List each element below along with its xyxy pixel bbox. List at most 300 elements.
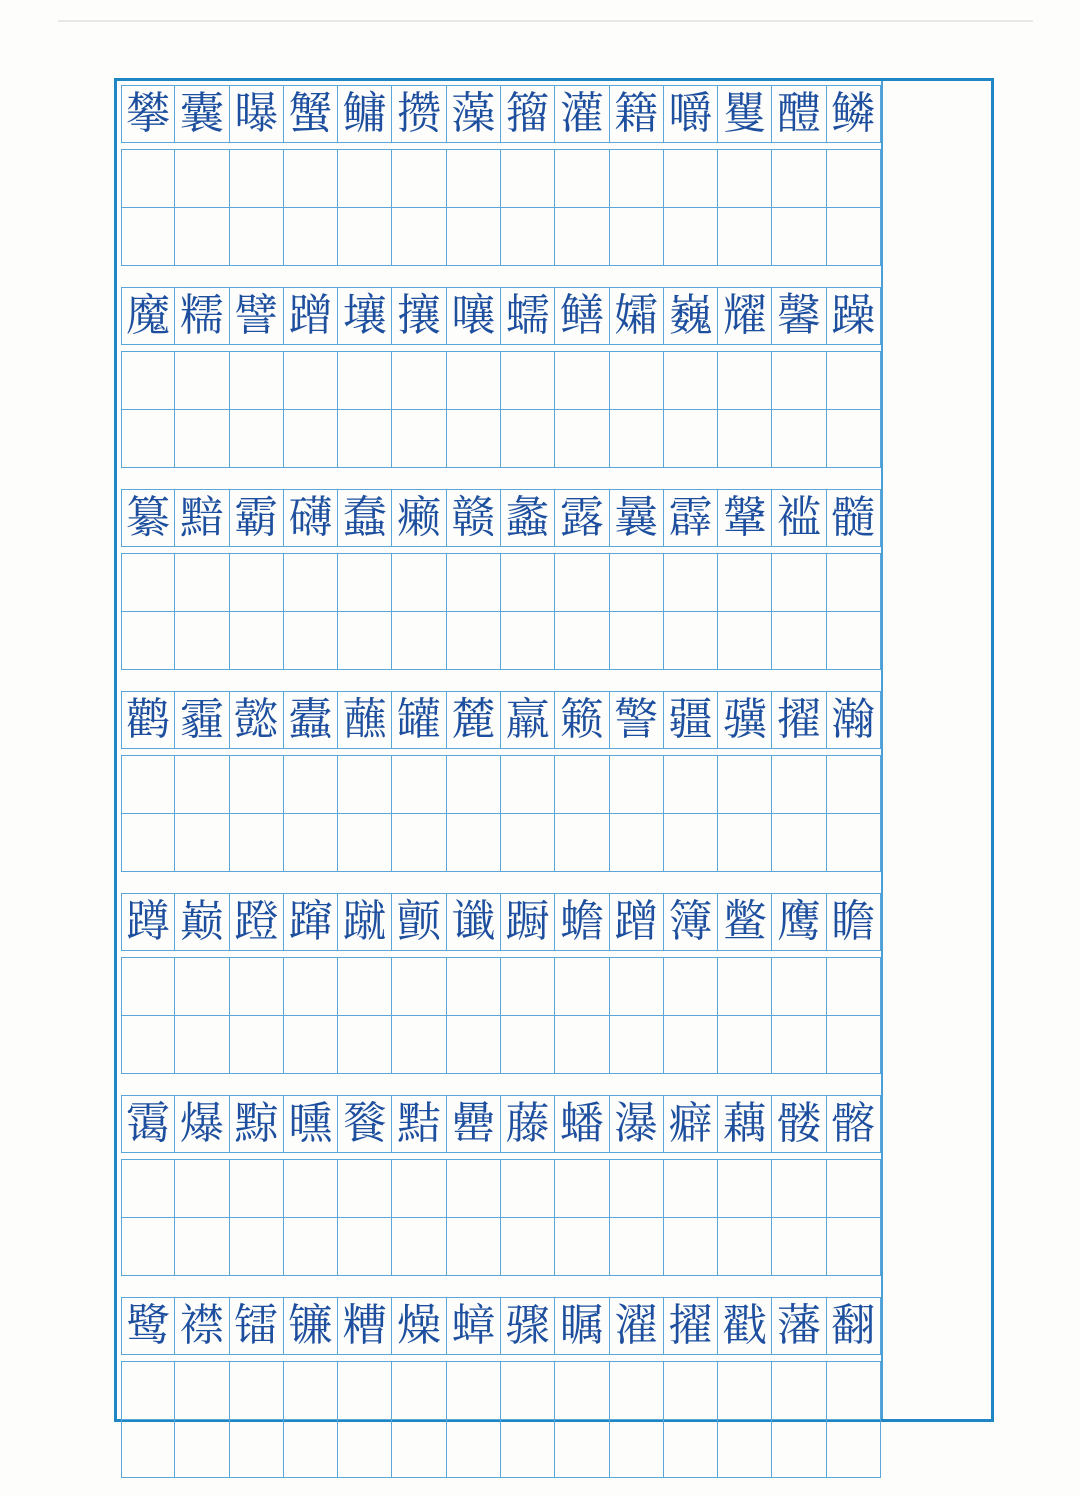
practice-cell[interactable] — [392, 612, 446, 670]
practice-cell[interactable] — [121, 1420, 175, 1478]
practice-cell[interactable] — [827, 756, 881, 814]
practice-cell[interactable] — [664, 612, 718, 670]
practice-cell[interactable] — [175, 410, 229, 468]
practice-cell[interactable] — [447, 814, 501, 872]
practice-cell[interactable] — [555, 1362, 609, 1420]
practice-cell[interactable] — [772, 1362, 826, 1420]
handwritten-character: 蠡 — [505, 492, 550, 543]
practice-cell[interactable] — [772, 150, 826, 208]
practice-cell[interactable] — [230, 814, 284, 872]
practice-cell[interactable] — [175, 554, 229, 612]
character-cell — [772, 287, 826, 345]
handwritten-character: 擢 — [668, 1300, 713, 1351]
practice-cell[interactable] — [501, 208, 555, 266]
practice-cell[interactable] — [175, 1420, 229, 1478]
handwritten-character: 孀 — [614, 290, 659, 341]
practice-cell[interactable] — [121, 1016, 175, 1074]
practice-cell[interactable] — [392, 352, 446, 410]
handwritten-character: 鹳 — [126, 694, 171, 745]
handwritten-character: 褴 — [777, 492, 822, 543]
practice-cell[interactable] — [447, 1016, 501, 1074]
handwritten-character: 蠹 — [288, 694, 333, 745]
handwritten-character: 鹰 — [777, 896, 822, 947]
practice-cell[interactable] — [718, 814, 772, 872]
character-cell — [501, 85, 555, 143]
practice-cell[interactable] — [610, 150, 664, 208]
character-cell — [501, 691, 555, 749]
practice-cell[interactable] — [392, 958, 446, 1016]
character-cell — [447, 1297, 501, 1355]
character-cell — [501, 893, 555, 951]
character-cell — [555, 1297, 609, 1355]
practice-cell[interactable] — [175, 756, 229, 814]
practice-cell[interactable] — [501, 1362, 555, 1420]
character-cell — [284, 691, 338, 749]
character-row — [121, 85, 881, 143]
character-cell — [501, 1095, 555, 1153]
practice-cell[interactable] — [501, 814, 555, 872]
practice-cell[interactable] — [555, 410, 609, 468]
practice-cell[interactable] — [555, 1160, 609, 1218]
practice-cell[interactable] — [610, 612, 664, 670]
handwritten-character: 霹 — [668, 492, 713, 543]
practice-cell[interactable] — [501, 554, 555, 612]
practice-cell[interactable] — [772, 352, 826, 410]
practice-cell[interactable] — [664, 814, 718, 872]
practice-cell[interactable] — [772, 1218, 826, 1276]
practice-cell[interactable] — [555, 150, 609, 208]
character-cell — [664, 489, 718, 547]
practice-cell[interactable] — [772, 612, 826, 670]
practice-cell[interactable] — [175, 1160, 229, 1218]
practice-cell[interactable] — [501, 958, 555, 1016]
practice-cell[interactable] — [230, 150, 284, 208]
practice-cell[interactable] — [392, 1160, 446, 1218]
practice-cell[interactable] — [501, 150, 555, 208]
practice-cell[interactable] — [718, 612, 772, 670]
practice-cell[interactable] — [175, 150, 229, 208]
practice-cell[interactable] — [718, 410, 772, 468]
practice-cell[interactable] — [555, 1218, 609, 1276]
practice-cell[interactable] — [284, 554, 338, 612]
practice-cell[interactable] — [447, 1160, 501, 1218]
practice-cell[interactable] — [230, 612, 284, 670]
practice-cell[interactable] — [664, 150, 718, 208]
handwritten-character: 蟹 — [288, 88, 333, 139]
practice-cell[interactable] — [555, 612, 609, 670]
character-cell — [610, 287, 664, 345]
handwritten-character: 谶 — [451, 896, 496, 947]
character-cell — [827, 1095, 881, 1153]
character-cell — [664, 691, 718, 749]
practice-cell[interactable] — [338, 410, 392, 468]
practice-cell[interactable] — [392, 1016, 446, 1074]
practice-cell[interactable] — [610, 1420, 664, 1478]
row-block — [121, 691, 881, 872]
practice-cell[interactable] — [664, 1218, 718, 1276]
practice-cell[interactable] — [664, 554, 718, 612]
practice-cell[interactable] — [447, 1362, 501, 1420]
practice-row — [121, 814, 881, 872]
practice-cell[interactable] — [338, 1016, 392, 1074]
character-cell — [772, 85, 826, 143]
practice-cell[interactable] — [447, 612, 501, 670]
practice-cell[interactable] — [664, 352, 718, 410]
practice-cell[interactable] — [610, 410, 664, 468]
practice-cell[interactable] — [827, 352, 881, 410]
practice-cell[interactable] — [501, 1420, 555, 1478]
practice-cell[interactable] — [827, 612, 881, 670]
handwritten-character: 籁 — [559, 694, 604, 745]
practice-row — [121, 1218, 881, 1276]
practice-cell[interactable] — [230, 352, 284, 410]
practice-cell[interactable] — [447, 410, 501, 468]
practice-cell[interactable] — [555, 1016, 609, 1074]
practice-cell[interactable] — [392, 1420, 446, 1478]
practice-cell[interactable] — [121, 554, 175, 612]
handwritten-character: 爆 — [179, 1098, 224, 1149]
practice-cell[interactable] — [555, 756, 609, 814]
handwritten-character: 簿 — [668, 896, 713, 947]
practice-cell[interactable] — [718, 1362, 772, 1420]
practice-cell[interactable] — [718, 352, 772, 410]
practice-cell[interactable] — [284, 352, 338, 410]
row-block — [121, 893, 881, 1074]
handwritten-character: 蹭 — [614, 896, 659, 947]
practice-cell[interactable] — [338, 352, 392, 410]
practice-row — [121, 1016, 881, 1074]
handwritten-character: 懿 — [234, 694, 279, 745]
character-cell — [338, 1095, 392, 1153]
practice-cell[interactable] — [772, 410, 826, 468]
character-cell — [827, 893, 881, 951]
handwritten-character: 赣 — [451, 492, 496, 543]
character-cell — [230, 489, 284, 547]
practice-cell[interactable] — [664, 1362, 718, 1420]
practice-cell[interactable] — [338, 554, 392, 612]
practice-cell[interactable] — [664, 1160, 718, 1218]
practice-cell[interactable] — [501, 612, 555, 670]
character-cell — [338, 287, 392, 345]
practice-cell[interactable] — [121, 208, 175, 266]
practice-cell[interactable] — [827, 410, 881, 468]
practice-cell[interactable] — [718, 1160, 772, 1218]
character-cell — [175, 85, 229, 143]
practice-cell[interactable] — [338, 814, 392, 872]
handwritten-character: 壤 — [342, 290, 387, 341]
practice-cell[interactable] — [392, 554, 446, 612]
practice-cell[interactable] — [718, 1420, 772, 1478]
handwritten-character: 髓 — [831, 492, 876, 543]
handwritten-character: 髂 — [831, 1098, 876, 1149]
character-cell — [610, 1095, 664, 1153]
handwritten-character: 骤 — [505, 1300, 550, 1351]
practice-cell[interactable] — [230, 1420, 284, 1478]
practice-cell[interactable] — [610, 1160, 664, 1218]
character-cell — [664, 1095, 718, 1153]
practice-cell[interactable] — [718, 208, 772, 266]
practice-cell[interactable] — [230, 554, 284, 612]
practice-row — [121, 208, 881, 266]
practice-cell[interactable] — [555, 1420, 609, 1478]
practice-row — [121, 1420, 881, 1478]
practice-cell[interactable] — [338, 208, 392, 266]
practice-cell[interactable] — [175, 1218, 229, 1276]
handwritten-character: 蹿 — [288, 896, 333, 947]
practice-cell[interactable] — [338, 150, 392, 208]
practice-cell[interactable] — [121, 1362, 175, 1420]
handwritten-character: 糟 — [342, 1300, 387, 1351]
practice-cell[interactable] — [338, 1420, 392, 1478]
practice-cell[interactable] — [284, 1362, 338, 1420]
practice-cell[interactable] — [338, 1160, 392, 1218]
practice-cell[interactable] — [392, 208, 446, 266]
character-cell — [555, 893, 609, 951]
character-cell — [447, 893, 501, 951]
handwritten-character: 蹭 — [288, 290, 333, 341]
practice-cell[interactable] — [447, 208, 501, 266]
practice-cell[interactable] — [175, 1016, 229, 1074]
practice-row — [121, 553, 881, 612]
practice-cell[interactable] — [772, 208, 826, 266]
practice-cell[interactable] — [230, 410, 284, 468]
character-cell — [555, 489, 609, 547]
practice-cell[interactable] — [392, 1362, 446, 1420]
practice-cell[interactable] — [284, 958, 338, 1016]
practice-cell[interactable] — [121, 756, 175, 814]
practice-cell[interactable] — [121, 1160, 175, 1218]
character-cell — [664, 85, 718, 143]
practice-cell[interactable] — [284, 1160, 338, 1218]
handwritten-character: 醴 — [777, 88, 822, 139]
practice-cell[interactable] — [610, 1362, 664, 1420]
character-cell — [121, 691, 175, 749]
character-cell — [121, 489, 175, 547]
handwritten-character: 囊 — [179, 88, 224, 139]
practice-cell[interactable] — [121, 352, 175, 410]
practice-cell[interactable] — [175, 1362, 229, 1420]
practice-cell[interactable] — [447, 352, 501, 410]
practice-cell[interactable] — [827, 1420, 881, 1478]
practice-cell[interactable] — [610, 814, 664, 872]
practice-cell[interactable] — [664, 1016, 718, 1074]
handwritten-character: 露 — [559, 492, 604, 543]
practice-cell[interactable] — [610, 1016, 664, 1074]
practice-row — [121, 410, 881, 468]
practice-cell[interactable] — [827, 150, 881, 208]
character-cell — [392, 691, 446, 749]
practice-cell[interactable] — [501, 1016, 555, 1074]
practice-cell[interactable] — [230, 1362, 284, 1420]
character-cell — [772, 893, 826, 951]
character-cell — [555, 287, 609, 345]
practice-cell[interactable] — [610, 1218, 664, 1276]
practice-cell[interactable] — [664, 410, 718, 468]
practice-cell[interactable] — [175, 612, 229, 670]
character-cell — [827, 287, 881, 345]
practice-cell[interactable] — [284, 1218, 338, 1276]
handwritten-character: 瀑 — [614, 1098, 659, 1149]
practice-cell[interactable] — [610, 554, 664, 612]
row-block — [121, 1095, 881, 1276]
handwritten-character: 蹰 — [505, 896, 550, 947]
practice-cell[interactable] — [664, 208, 718, 266]
handwritten-character: 蠢 — [342, 492, 387, 543]
practice-cell[interactable] — [555, 814, 609, 872]
handwritten-character: 蟠 — [559, 1098, 604, 1149]
practice-cell[interactable] — [230, 1160, 284, 1218]
practice-cell[interactable] — [447, 150, 501, 208]
practice-cell[interactable] — [447, 756, 501, 814]
row-block — [121, 1297, 881, 1478]
practice-cell[interactable] — [121, 612, 175, 670]
practice-cell[interactable] — [338, 612, 392, 670]
practice-cell[interactable] — [827, 554, 881, 612]
handwritten-character: 癞 — [397, 492, 442, 543]
practice-cell[interactable] — [392, 814, 446, 872]
practice-cell[interactable] — [772, 814, 826, 872]
practice-cell[interactable] — [772, 756, 826, 814]
practice-cell[interactable] — [664, 958, 718, 1016]
practice-cell[interactable] — [175, 814, 229, 872]
practice-cell[interactable] — [555, 958, 609, 1016]
practice-cell[interactable] — [230, 208, 284, 266]
practice-cell[interactable] — [501, 756, 555, 814]
practice-cell[interactable] — [827, 1362, 881, 1420]
handwritten-character: 藤 — [505, 1098, 550, 1149]
practice-cell[interactable] — [610, 208, 664, 266]
practice-cell[interactable] — [664, 756, 718, 814]
practice-cell[interactable] — [230, 958, 284, 1016]
practice-cell[interactable] — [772, 554, 826, 612]
practice-cell[interactable] — [447, 554, 501, 612]
practice-cell[interactable] — [284, 410, 338, 468]
character-cell — [338, 85, 392, 143]
handwritten-character: 麓 — [451, 694, 496, 745]
practice-cell[interactable] — [284, 150, 338, 208]
practice-cell[interactable] — [827, 208, 881, 266]
practice-cell[interactable] — [230, 756, 284, 814]
practice-cell[interactable] — [718, 1016, 772, 1074]
practice-cell[interactable] — [392, 1218, 446, 1276]
practice-cell[interactable] — [338, 1362, 392, 1420]
practice-cell[interactable] — [772, 1420, 826, 1478]
practice-cell[interactable] — [718, 756, 772, 814]
handwritten-character: 藻 — [451, 88, 496, 139]
practice-cell[interactable] — [447, 1420, 501, 1478]
practice-cell[interactable] — [284, 814, 338, 872]
practice-cell[interactable] — [392, 150, 446, 208]
practice-cell[interactable] — [501, 352, 555, 410]
practice-cell[interactable] — [175, 208, 229, 266]
practice-cell[interactable] — [827, 1016, 881, 1074]
character-cell — [610, 691, 664, 749]
practice-cell[interactable] — [284, 208, 338, 266]
practice-cell[interactable] — [175, 352, 229, 410]
handwritten-character: 馨 — [777, 290, 822, 341]
character-cell — [772, 1297, 826, 1355]
practice-cell[interactable] — [175, 958, 229, 1016]
practice-cell[interactable] — [555, 352, 609, 410]
practice-cell[interactable] — [827, 1218, 881, 1276]
handwritten-character: 髅 — [777, 1098, 822, 1149]
practice-cell[interactable] — [447, 1218, 501, 1276]
practice-cell[interactable] — [664, 1420, 718, 1478]
character-cell — [175, 489, 229, 547]
practice-row — [121, 1361, 881, 1420]
handwritten-character: 擢 — [777, 694, 822, 745]
practice-cell[interactable] — [501, 1160, 555, 1218]
practice-cell[interactable] — [121, 814, 175, 872]
practice-cell[interactable] — [284, 756, 338, 814]
practice-cell[interactable] — [284, 1420, 338, 1478]
character-cell — [447, 489, 501, 547]
practice-cell[interactable] — [827, 814, 881, 872]
practice-cell[interactable] — [121, 1218, 175, 1276]
practice-cell[interactable] — [230, 1016, 284, 1074]
practice-cell[interactable] — [284, 612, 338, 670]
character-cell — [284, 1095, 338, 1153]
practice-cell[interactable] — [555, 208, 609, 266]
handwritten-character: 藕 — [722, 1098, 767, 1149]
practice-cell[interactable] — [718, 1218, 772, 1276]
character-cell — [175, 893, 229, 951]
practice-cell[interactable] — [284, 1016, 338, 1074]
practice-cell[interactable] — [121, 410, 175, 468]
practice-cell[interactable] — [610, 756, 664, 814]
character-cell — [501, 489, 555, 547]
practice-cell[interactable] — [772, 958, 826, 1016]
practice-cell[interactable] — [718, 958, 772, 1016]
handwritten-character: 譬 — [234, 290, 279, 341]
row-block — [121, 85, 881, 266]
practice-cell[interactable] — [827, 958, 881, 1016]
practice-cell[interactable] — [555, 554, 609, 612]
practice-cell[interactable] — [772, 1016, 826, 1074]
practice-cell[interactable] — [338, 958, 392, 1016]
practice-cell[interactable] — [610, 352, 664, 410]
practice-cell[interactable] — [121, 958, 175, 1016]
practice-cell[interactable] — [338, 756, 392, 814]
practice-cell[interactable] — [501, 1218, 555, 1276]
practice-cell[interactable] — [501, 410, 555, 468]
handwritten-character: 曛 — [288, 1098, 333, 1149]
handwritten-character: 黠 — [397, 1098, 442, 1149]
character-cell — [664, 893, 718, 951]
character-cell — [338, 1297, 392, 1355]
practice-cell[interactable] — [610, 958, 664, 1016]
handwritten-character: 籀 — [505, 88, 550, 139]
practice-cell[interactable] — [447, 958, 501, 1016]
practice-cell[interactable] — [772, 1160, 826, 1218]
practice-cell[interactable] — [827, 1160, 881, 1218]
practice-cell[interactable] — [718, 150, 772, 208]
practice-cell[interactable] — [338, 1218, 392, 1276]
handwritten-character: 濯 — [614, 1300, 659, 1351]
handwritten-character: 颤 — [397, 896, 442, 947]
handwritten-character: 蟑 — [451, 1300, 496, 1351]
practice-cell[interactable] — [392, 410, 446, 468]
character-cell — [827, 489, 881, 547]
character-cell — [555, 691, 609, 749]
practice-cell[interactable] — [121, 150, 175, 208]
practice-cell[interactable] — [718, 554, 772, 612]
character-cell — [392, 893, 446, 951]
handwritten-character: 魔 — [126, 290, 171, 341]
practice-cell[interactable] — [392, 756, 446, 814]
practice-cell[interactable] — [230, 1218, 284, 1276]
character-cell — [501, 287, 555, 345]
